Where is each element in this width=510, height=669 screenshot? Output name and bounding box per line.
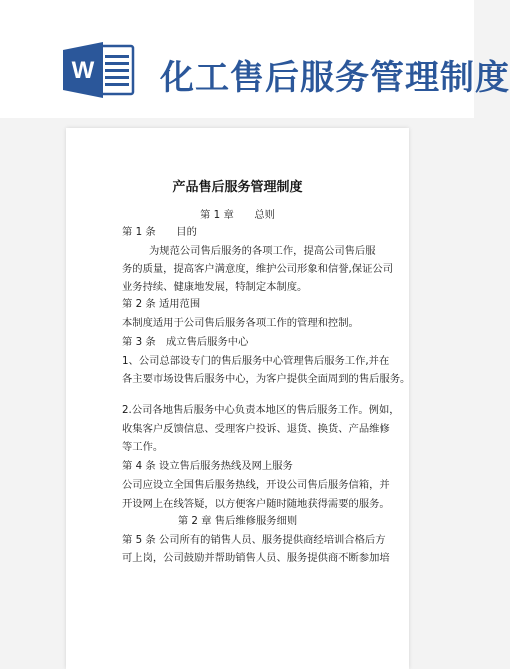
paragraph-line: 务的质量，提高客户满意度，维护公司形象和信誉,保证公司 bbox=[122, 263, 393, 275]
paragraph-line: 可上岗，公司鼓励并帮助销售人员、服务提供商不断参加培 bbox=[122, 552, 390, 564]
chapter-heading: 第 2 章 售后维修服务细则 bbox=[177, 515, 298, 527]
document-title: 产品售后服务管理制度 bbox=[172, 180, 303, 195]
paragraph-line: 业务持续、健康地发展，特制定本制度。 bbox=[122, 281, 308, 293]
paragraph-line: 2.公司各地售后服务中心负责本地区的售后服务工作。例如， bbox=[122, 404, 400, 416]
article-heading: 第 3 条 成立售后服务中心 bbox=[122, 336, 249, 348]
paragraph-line: 各主要市场设售后服务中心，为客户提供全面周到的售后服务。 bbox=[122, 373, 411, 385]
paragraph-line: 等工作。 bbox=[122, 441, 164, 453]
paragraph-line: 收集客户反馈信息、受理客户投诉、退货、换货、产品维修 bbox=[122, 423, 390, 435]
paragraph-line: 公司应设立全国售后服务热线，开设公司售后服务信箱，并 bbox=[122, 479, 390, 491]
word-icon-letter: W bbox=[71, 57, 95, 84]
paragraph-line: 第 5 条 公司所有的销售人员、服务提供商经培训合格后方 bbox=[122, 534, 386, 546]
article-heading: 第 4 条 设立售后服务热线及网上服务 bbox=[122, 460, 293, 472]
article-heading: 第 2 条 适用范围 bbox=[122, 298, 201, 310]
chapter-heading: 第 1 章 总则 bbox=[200, 209, 275, 221]
paragraph-line: 为规范公司售后服务的各项工作，提高公司售后服 bbox=[149, 245, 376, 257]
document-page bbox=[66, 128, 409, 669]
word-document-icon bbox=[63, 40, 135, 100]
paragraph-line: 1、公司总部设专门的售后服务中心管理售后服务工作,并在 bbox=[122, 355, 390, 367]
header-banner bbox=[0, 0, 510, 118]
header-title: 化工售后服务管理制度 bbox=[160, 58, 510, 98]
paragraph-line: 开设网上在线答疑，以方便客户随时随地获得需要的服务。 bbox=[122, 498, 390, 510]
article-heading: 第 1 条 目的 bbox=[122, 226, 197, 238]
paragraph-line: 本制度适用于公司售后服务各项工作的管理和控制。 bbox=[122, 317, 359, 329]
